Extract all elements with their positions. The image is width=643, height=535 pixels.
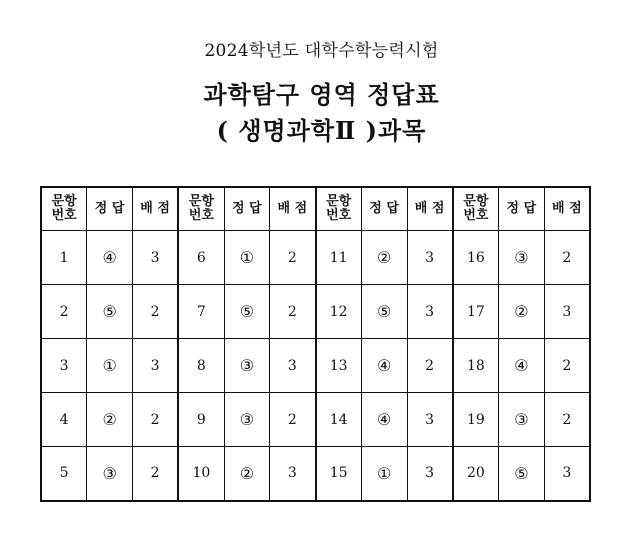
- answer-cell: ④: [499, 339, 545, 393]
- answer-cell: ⑤: [87, 285, 133, 339]
- points-cell: 2: [270, 285, 316, 339]
- points-cell: 3: [270, 447, 316, 501]
- answer-cell: ③: [87, 447, 133, 501]
- answer-cell: ④: [87, 231, 133, 285]
- points-cell: 2: [544, 339, 590, 393]
- points-cell: 3: [133, 339, 179, 393]
- points-cell: 3: [544, 447, 590, 501]
- header-answer: 정 답: [87, 187, 133, 231]
- question-number-cell: 9: [178, 393, 224, 447]
- points-cell: 2: [270, 393, 316, 447]
- question-number-cell: 15: [316, 447, 362, 501]
- answer-cell: ②: [224, 447, 270, 501]
- question-number-cell: 1: [41, 231, 87, 285]
- question-number-cell: 17: [453, 285, 499, 339]
- answer-cell: ⑤: [224, 285, 270, 339]
- page-title: 과학탐구 영역 정답표: [203, 80, 440, 109]
- points-cell: 2: [133, 285, 179, 339]
- answer-cell: ⑤: [499, 447, 545, 501]
- points-cell: 2: [270, 231, 316, 285]
- question-number-cell: 16: [453, 231, 499, 285]
- answer-cell: ①: [224, 231, 270, 285]
- exam-title: 2024학년도 대학수학능력시험: [204, 41, 439, 61]
- answer-cell: ⑤: [361, 285, 407, 339]
- points-cell: 3: [407, 231, 453, 285]
- header-answer: 정 답: [499, 187, 545, 231]
- question-number-cell: 11: [316, 231, 362, 285]
- answer-cell: ②: [87, 393, 133, 447]
- question-number-cell: 5: [41, 447, 87, 501]
- points-cell: 3: [407, 393, 453, 447]
- points-cell: 3: [133, 231, 179, 285]
- header-answer: 정 답: [224, 187, 270, 231]
- points-cell: 2: [544, 393, 590, 447]
- question-number-cell: 7: [178, 285, 224, 339]
- points-cell: 2: [133, 393, 179, 447]
- points-cell: 3: [544, 285, 590, 339]
- points-cell: 3: [407, 285, 453, 339]
- answer-cell: ③: [224, 393, 270, 447]
- table-row: [41, 285, 590, 339]
- header-question-number: 문항 번호: [178, 187, 224, 231]
- table-row: [41, 339, 590, 393]
- header-points: 배 점: [407, 187, 453, 231]
- header-points: 배 점: [133, 187, 179, 231]
- table-header-row: [41, 187, 590, 231]
- subject-title: ( 생명과학Ⅱ )과목: [216, 116, 427, 145]
- answer-cell: ②: [361, 231, 407, 285]
- header-points: 배 점: [270, 187, 316, 231]
- answer-cell: ②: [499, 285, 545, 339]
- table-row: [41, 393, 590, 447]
- header-points: 배 점: [544, 187, 590, 231]
- table-row: [41, 231, 590, 285]
- header-answer: 정 답: [361, 187, 407, 231]
- question-number-cell: 4: [41, 393, 87, 447]
- question-number-cell: 10: [178, 447, 224, 501]
- answer-cell: ③: [224, 339, 270, 393]
- question-number-cell: 6: [178, 231, 224, 285]
- answer-cell: ④: [361, 393, 407, 447]
- header-question-number: 문항 번호: [316, 187, 362, 231]
- header-question-number: 문항 번호: [41, 187, 87, 231]
- question-number-cell: 19: [453, 393, 499, 447]
- answer-cell: ③: [499, 393, 545, 447]
- answer-cell: ③: [499, 231, 545, 285]
- table-row: [41, 447, 590, 501]
- points-cell: 2: [544, 231, 590, 285]
- header-question-number: 문항 번호: [453, 187, 499, 231]
- answer-cell: ①: [361, 447, 407, 501]
- question-number-cell: 14: [316, 393, 362, 447]
- question-number-cell: 18: [453, 339, 499, 393]
- points-cell: 3: [270, 339, 316, 393]
- points-cell: 3: [407, 447, 453, 501]
- table-body: [41, 231, 590, 501]
- points-cell: 2: [407, 339, 453, 393]
- question-number-cell: 13: [316, 339, 362, 393]
- question-number-cell: 12: [316, 285, 362, 339]
- answer-cell: ①: [87, 339, 133, 393]
- answer-table: [40, 186, 591, 502]
- question-number-cell: 20: [453, 447, 499, 501]
- answer-cell: ④: [361, 339, 407, 393]
- question-number-cell: 8: [178, 339, 224, 393]
- points-cell: 2: [133, 447, 179, 501]
- question-number-cell: 2: [41, 285, 87, 339]
- question-number-cell: 3: [41, 339, 87, 393]
